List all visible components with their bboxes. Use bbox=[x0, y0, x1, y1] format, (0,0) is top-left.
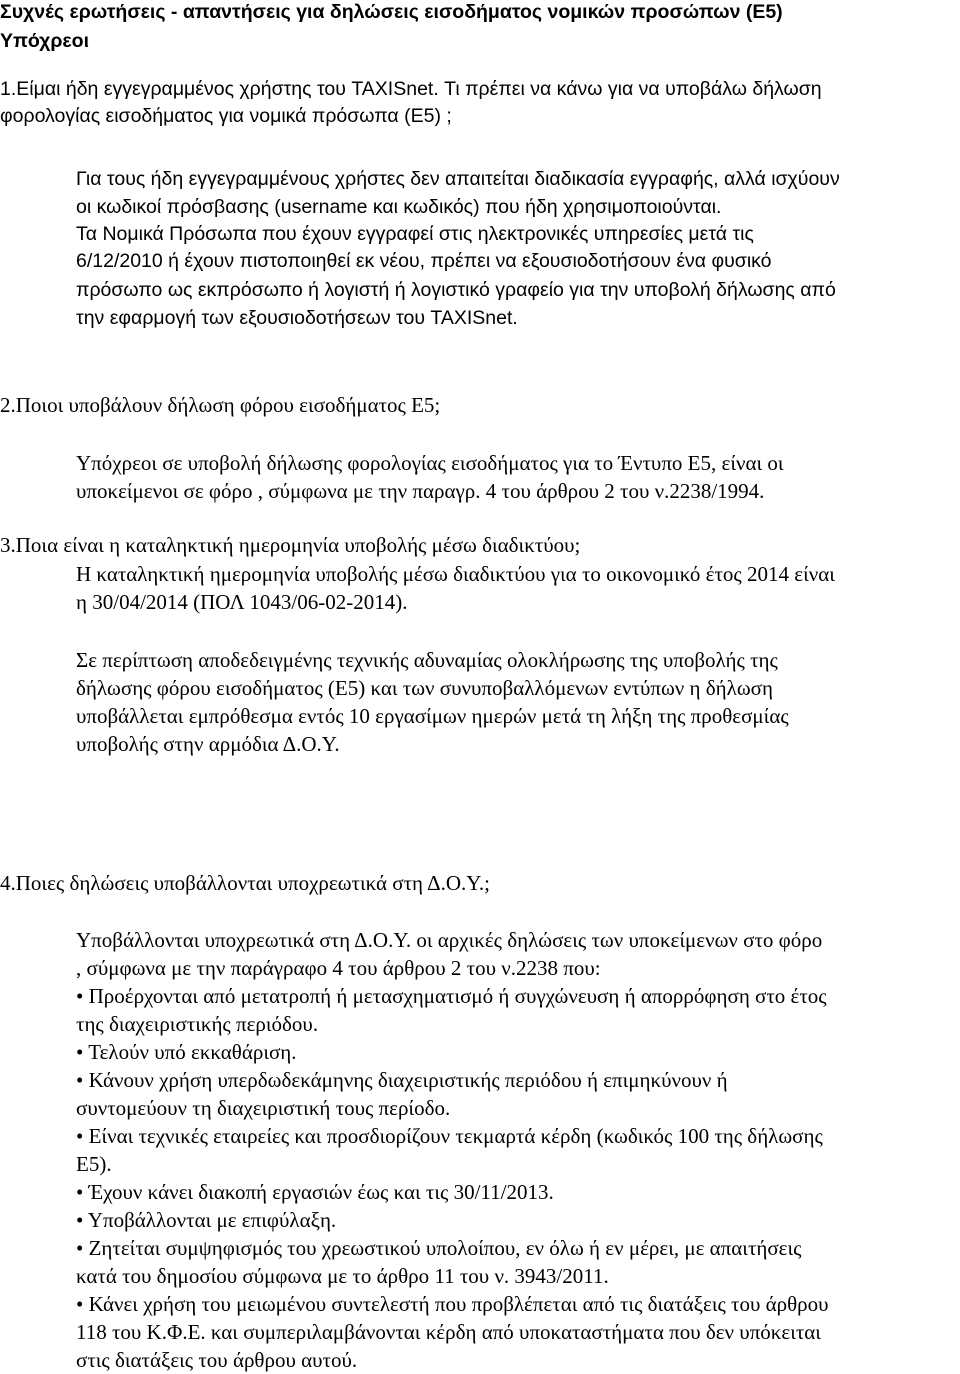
question-1-line-1: 1.Είμαι ήδη εγγεγραμμένος χρήστης του TAXISnet. Τι πρέπει να κάνω για να υποβάλω δήλωση bbox=[0, 78, 822, 100]
answer-1-line-5: πρόσωπο ως εκπρόσωπο ή λογιστή ή λογιστικό γραφείο για την υποβολή δήλωσης από bbox=[76, 279, 836, 301]
answer-1-line-1: Για τους ήδη εγγεγραμμένους χρήστες δεν απαιτείται διαδικασία εγγραφής, αλλά ισχύουν bbox=[76, 168, 840, 190]
answer-1-line-6: την εφαρμογή των εξουσιοδοτήσεων του TAXISnet. bbox=[76, 307, 518, 329]
answer-1-line-2: οι κωδικοί πρόσβασης (username και κωδικός) που ήδη χρησιμοποιούνται. bbox=[76, 196, 722, 218]
answer-3-line-1: Η καταληκτική ημερομηνία υποβολής μέσω διαδικτύου για το οικονομικό έτος 2014 είναι bbox=[76, 562, 835, 586]
answer-4-line-1: Υποβάλλονται υποχρεωτικά στη Δ.Ο.Υ. οι αρχικές δηλώσεις των υποκείμενων στο φόρο bbox=[76, 928, 823, 952]
answer-2-line-1: Υπόχρεοι σε υποβολή δήλωσης φορολογίας εισοδήματος για το Έντυπο Ε5, είναι οι bbox=[76, 451, 784, 475]
answer-3-line-5: υποβάλλεται εμπρόθεσμα εντός 10 εργασίμων ημερών μετά τη λήξη της προθεσμίας bbox=[76, 704, 789, 728]
question-3: 3.Ποια είναι η καταληκτική ημερομηνία υποβολής μέσω διαδικτύου; bbox=[0, 533, 581, 557]
bullet-1-line-1: • Προέρχονται από μετατροπή ή μετασχηματισμό ή συγχώνευση ή απορρόφηση στο έτος bbox=[76, 984, 827, 1008]
answer-1-line-4: 6/12/2010 ή έχουν πιστοποιηθεί εκ νέου, πρέπει να εξουσιοδοτήσουν ένα φυσικό bbox=[76, 250, 772, 272]
answer-3-line-4: δήλωσης φόρου εισοδήματος (Ε5) και των συνυποβαλλόμενων εντύπων η δήλωση bbox=[76, 676, 773, 700]
bullet-6: • Υποβάλλονται με επιφύλαξη. bbox=[76, 1208, 337, 1232]
answer-1-line-3: Τα Νομικά Πρόσωπα που έχουν εγγραφεί στις ηλεκτρονικές υπηρεσίες μετά τις bbox=[76, 223, 754, 245]
answer-3-line-3: Σε περίπτωση αποδεδειγμένης τεχνικής αδυναμίας ολοκλήρωσης της υποβολής της bbox=[76, 648, 778, 672]
question-2: 2.Ποιοι υποβάλουν δήλωση φόρου εισοδήματος Ε5; bbox=[0, 393, 441, 417]
document-title: Συχνές ερωτήσεις - απαντήσεις για δηλώσεις εισοδήματος νομικών προσώπων (Ε5) bbox=[0, 1, 783, 23]
bullet-7-line-1: • Ζητείται συμψηφισμός του χρεωστικού υπολοίπου, εν όλω ή εν μέρει, με απαιτήσεις bbox=[76, 1236, 802, 1260]
bullet-4-line-1: • Είναι τεχνικές εταιρείες και προσδιορίζουν τεκμαρτά κέρδη (κωδικός 100 της δήλωσης bbox=[76, 1124, 823, 1148]
answer-3-line-2: η 30/04/2014 (ΠΟΛ 1043/06-02-2014). bbox=[76, 590, 408, 614]
bullet-3-line-2: συντομεύουν τη διαχειριστική τους περίοδο. bbox=[76, 1096, 451, 1120]
bullet-7-line-2: κατά του δημοσίου σύμφωνα με το άρθρο 11 του ν. 3943/2011. bbox=[76, 1264, 609, 1288]
section-heading-ypoxreoi: Υπόχρεοι bbox=[0, 30, 90, 52]
bullet-5: • Έχουν κάνει διακοπή εργασιών έως και τις 30/11/2013. bbox=[76, 1180, 554, 1204]
answer-2-line-2: υποκείμενοι σε φόρο , σύμφωνα με την παραγρ. 4 του άρθρου 2 του ν.2238/1994. bbox=[76, 479, 765, 503]
question-4: 4.Ποιες δηλώσεις υποβάλλονται υποχρεωτικά στη Δ.Ο.Υ.; bbox=[0, 871, 490, 895]
bullet-1-line-2: της διαχειριστικής περιόδου. bbox=[76, 1012, 319, 1036]
question-1-line-2: φορολογίας εισοδήματος για νομικά πρόσωπα (Ε5) ; bbox=[0, 105, 452, 127]
bullet-3-line-1: • Κάνουν χρήση υπερδωδεκάμηνης διαχειριστικής περιόδου ή επιμηκύνουν ή bbox=[76, 1068, 728, 1092]
bullet-8-line-1: • Κάνει χρήση του μειωμένου συντελεστή που προβλέπεται από τις διατάξεις του άρθρου bbox=[76, 1292, 829, 1316]
bullet-8-line-3: στις διατάξεις του άρθρου αυτού. bbox=[76, 1348, 358, 1372]
bullet-2: • Τελούν υπό εκκαθάριση. bbox=[76, 1040, 297, 1064]
answer-3-line-6: υποβολής στην αρμόδια Δ.Ο.Υ. bbox=[76, 732, 340, 756]
bullet-8-line-2: 118 του Κ.Φ.Ε. και συμπεριλαμβάνονται κέρδη από υποκαταστήματα που δεν υπόκειται bbox=[76, 1320, 821, 1344]
bullet-4-line-2: Ε5). bbox=[76, 1152, 112, 1176]
answer-4-line-2: , σύμφωνα με την παράγραφο 4 του άρθρου 2 του ν.2238 που: bbox=[76, 956, 601, 980]
